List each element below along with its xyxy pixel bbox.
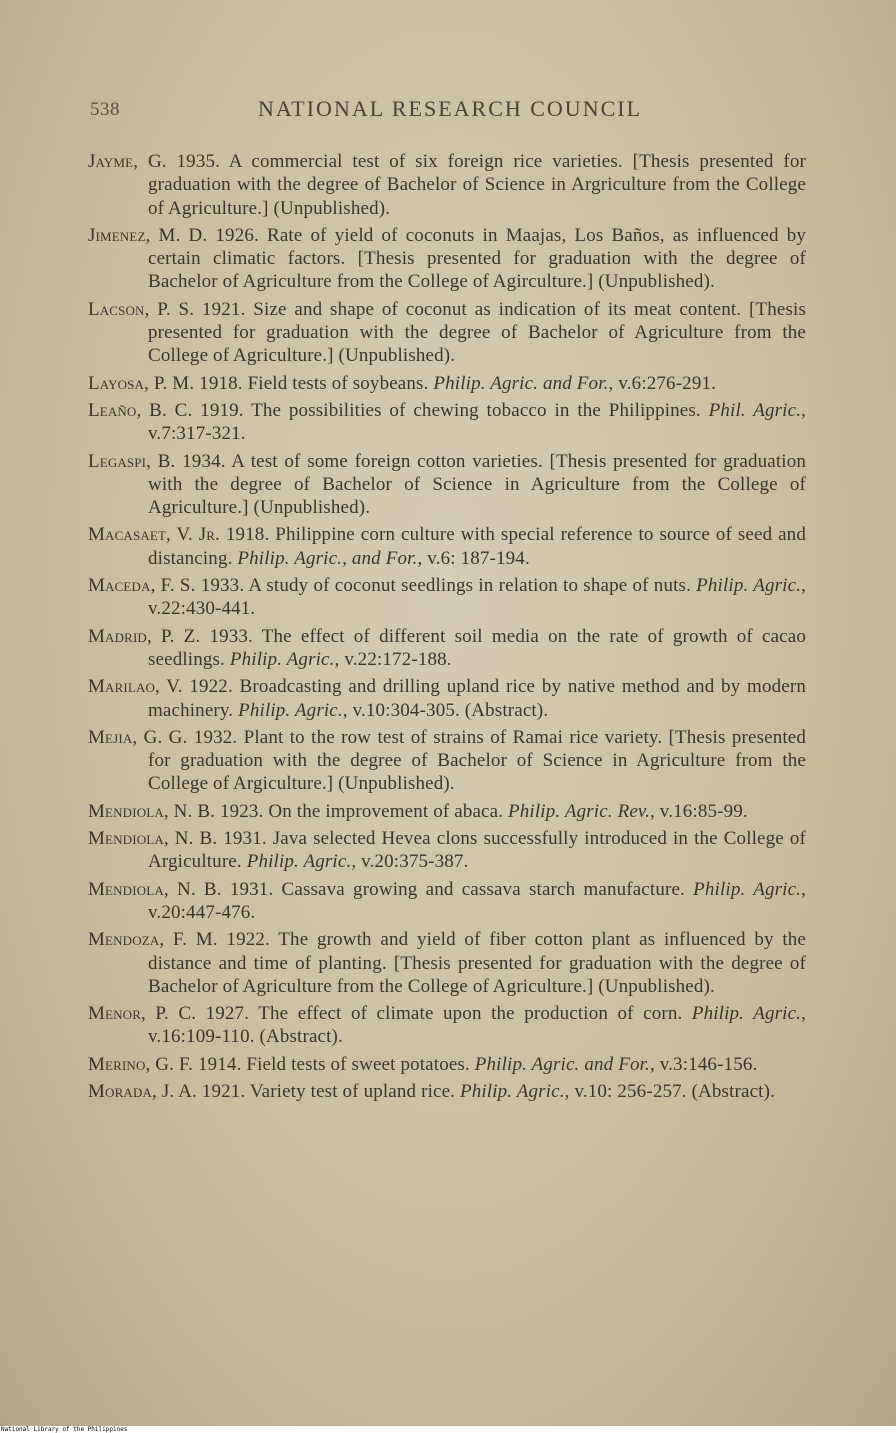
bibliography-entry	[88, 372, 806, 395]
entry-journal: Philip. Agric.	[238, 699, 343, 721]
entry-journal: Philip. Agric. Rev.	[508, 800, 650, 822]
entry-text: 1933. A study of coconut seedlings in relation to shape of nuts.	[195, 575, 697, 597]
bibliography-entry	[88, 800, 806, 823]
entry-text: 1931. Cassava growing and cassava starch manufacture.	[221, 878, 694, 900]
bibliography-entry	[88, 1080, 806, 1103]
entry-text: 1914. Field tests of sweet potatoes.	[193, 1053, 475, 1075]
entry-journal: Philip. Agric. and For.	[433, 372, 609, 394]
bibliography-entry	[88, 574, 806, 621]
entry-journal: Philip. Agric.	[229, 648, 335, 670]
bibliography-list	[88, 150, 806, 1107]
entry-author: Maceda, F. S.	[88, 575, 196, 597]
running-head: NATIONAL RESEARCH COUNCIL	[257, 96, 643, 121]
entry-author: Jayme, G.	[88, 151, 167, 172]
entry-text: 1926. Rate of yield of coconuts in Maajas, Los Baños, as influenced by certain climatic factors. [Thesis presented for graduation with the degree of Bachelor of Agriculture from the College of Agirculture.] (Unpublished).	[148, 224, 806, 293]
entry-text: 1933. The effect of different soil media on the rate of growth of cacao seedlings.	[148, 625, 806, 670]
entry-citation: , v.6:276-291.	[608, 372, 717, 394]
entry-author: Mendiola, N. B.	[88, 800, 216, 822]
entry-journal: Philip. Agric.	[693, 878, 802, 900]
entry-author: Mendiola, N. B.	[88, 878, 222, 900]
entry-author: Legaspi, B.	[88, 450, 176, 472]
entry-text: 1922. The growth and yield of fiber cotton plant as influenced by the distance and time of planting. [Thesis presented for graduation with the degree of Bachelor of Agriculture from the College of Agriculture.] (Unpublished).	[148, 929, 806, 997]
entry-author: Morada, J. A.	[88, 1080, 197, 1102]
bibliography-entry	[88, 726, 806, 796]
entry-citation: , v.22:172-188.	[334, 648, 452, 670]
entry-text: 1923. On the improvement of abaca.	[215, 800, 509, 822]
entry-author: Madrid, P. Z.	[88, 625, 201, 647]
bibliography-entry	[88, 625, 806, 672]
entry-citation: , v.22:430-441.	[148, 575, 807, 620]
entry-journal: Phil. Agric.	[708, 399, 802, 421]
entry-author: Mendoza, F. M.	[88, 929, 218, 951]
entry-author: Mendiola, N. B.	[88, 828, 218, 850]
entry-journal: Philip. Agric.	[691, 1003, 802, 1025]
entry-journal: Philip. Agric.	[459, 1080, 565, 1102]
bibliography-entry	[88, 827, 806, 874]
entry-citation: , v.16:85-99.	[650, 800, 748, 822]
page-number: 538	[90, 99, 120, 120]
entry-citation: , v.20:447-476.	[148, 878, 806, 923]
bibliography-entry	[88, 150, 806, 220]
entry-text: 1932. Plant to the row test of strains of Ramai rice variety. [Thesis presented for graduation with the degree of Bachelor of Science in Agriculture from the College of Argiculture.] (Unpublished).	[148, 726, 807, 795]
bibliography-entry	[88, 1002, 806, 1049]
entry-text: 1935. A commercial test of six foreign rice varieties. [Thesis presented for graduation with the degree of Bachelor of Science in Argriculture from the College of Agriculture.] (Unpublished).	[148, 151, 806, 219]
entry-citation: , v.10: 256-257. (Abstract).	[564, 1080, 775, 1102]
entry-text: 1921. Variety test of upland rice.	[196, 1080, 460, 1102]
entry-citation: , v.7:317-321.	[148, 399, 807, 445]
entry-text: 1918. Philippine corn culture with special reference to source of seed and distancing.	[148, 524, 806, 569]
bibliography-entry	[88, 224, 806, 294]
entry-journal: Philip. Agric.	[696, 575, 802, 597]
entry-citation: , v.10:304-305. (Abstract).	[342, 699, 549, 721]
entry-author: Menor, P. C.	[88, 1003, 197, 1025]
entry-author: Layosa, P. M.	[88, 372, 195, 394]
entry-author: Mejia, G. G.	[88, 726, 188, 748]
bibliography-entry	[88, 675, 806, 722]
bibliography-entry	[88, 928, 806, 998]
entry-author: Merino, G. F.	[88, 1053, 194, 1075]
entry-citation: , v.16:109-110. (Abstract).	[148, 1003, 806, 1048]
entry-journal: Philip. Agric.	[246, 851, 352, 873]
entry-citation: , v.6: 187-194.	[417, 547, 530, 569]
bibliography-entry	[88, 878, 806, 925]
entry-text: 1919. The possibilities of chewing tobacco in the Philippines.	[192, 399, 709, 421]
bibliography-entry	[88, 399, 806, 446]
bibliography-entry	[88, 298, 806, 368]
entry-text: 1921. Size and shape of coconut as indication of its meat content. [Thesis presented for graduation with the degree of Bachelor of Agriculture from the College of Agriculture.] (Unpublished).	[148, 298, 806, 367]
entry-text: 1931. Java selected Hevea clons successfully introduced in the College of Argiculture.	[148, 828, 806, 873]
bibliography-entry	[88, 1053, 806, 1076]
footer-credit: National Library of the Philippines	[1, 1426, 128, 1433]
entry-text: 1927. The effect of climate upon the production of corn.	[196, 1003, 692, 1025]
entry-author: Leaño, B. C.	[88, 399, 193, 421]
entry-text: 1922. Broadcasting and drilling upland rice by native method and by modern machinery.	[148, 676, 806, 721]
bibliography-entry	[88, 450, 806, 520]
entry-journal: Philip. Agric., and For.	[237, 547, 418, 569]
entry-author: Marilao, V.	[88, 676, 183, 698]
footer-strip	[0, 1426, 896, 1433]
entry-author: Jimenez, M. D.	[88, 224, 208, 246]
entry-author: Lacson, P. S.	[88, 298, 195, 320]
entry-text: 1934. A test of some foreign cotton varieties. [Thesis presented for graduation with the degree of Bachelor of Science in Agriculture from the College of Agriculture.] (Unpublished).	[148, 450, 807, 519]
page-header	[90, 96, 810, 130]
entry-author: Macasaet, V. Jr.	[88, 524, 220, 546]
entry-citation: , v.20:375-387.	[351, 851, 469, 873]
entry-text: 1918. Field tests of soybeans.	[194, 372, 434, 394]
bibliography-entry	[88, 523, 806, 570]
entry-journal: Philip. Agric. and For.	[474, 1053, 650, 1075]
entry-citation: , v.3:146-156.	[649, 1053, 758, 1075]
